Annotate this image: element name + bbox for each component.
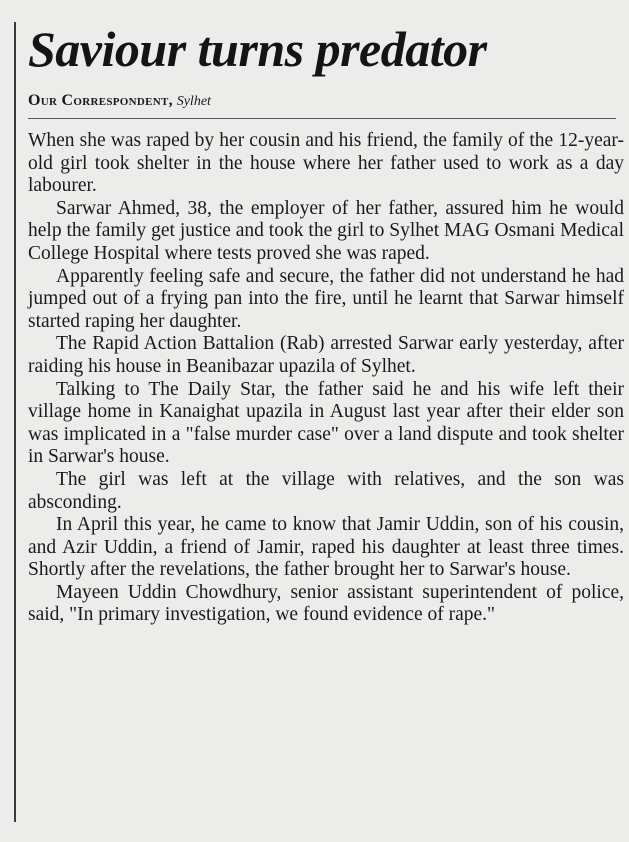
paragraph: Mayeen Uddin Chowdhury, senior assistant superintendent of police, said, "In primary investigation, we found evidence of rape." [28, 581, 624, 626]
paragraph: In April this year, he came to know that Jamir Uddin, son of his cousin, and Azir Uddin, a friend of Jamir, raped his daughter at least three times. Shortly after the revelations, the father brought her to Sarwar's house. [28, 514, 624, 581]
news-article [28, 18, 624, 627]
byline-divider [28, 118, 616, 119]
byline [28, 92, 624, 111]
paragraph: Apparently feeling safe and secure, the father did not understand he had jumped out of a frying pan into the fire, until he learnt that Sarwar himself started raping her daughter. [28, 265, 624, 332]
byline-correspondent: Our Correspondent, [28, 92, 173, 109]
byline-location: Sylhet [176, 94, 211, 109]
paragraph: When she was raped by her cousin and his friend, the family of the 12-year-old girl took shelter in the house where her father used to work as a day labourer. [28, 130, 624, 197]
paragraph: The girl was left at the village with relatives, and the son was absconding. [28, 468, 624, 513]
article-body [28, 130, 624, 627]
headline: Saviour turns predator [28, 21, 487, 77]
column-rule [14, 22, 16, 822]
paragraph: Sarwar Ahmed, 38, the employer of her father, assured him he would help the family get justice and took the girl to Sylhet MAG Osmani Medical College Hospital where tests proved she was raped. [28, 197, 624, 264]
paragraph: Talking to The Daily Star, the father said he and his wife left their village home in Kanaighat upazila in August last year after their elder son was implicated in a "false murder case" over a land dispute and took shelter in Sarwar's house. [28, 378, 624, 468]
paragraph: The Rapid Action Battalion (Rab) arrested Sarwar early yesterday, after raiding his house in Beanibazar upazila of Sylhet. [28, 333, 624, 377]
